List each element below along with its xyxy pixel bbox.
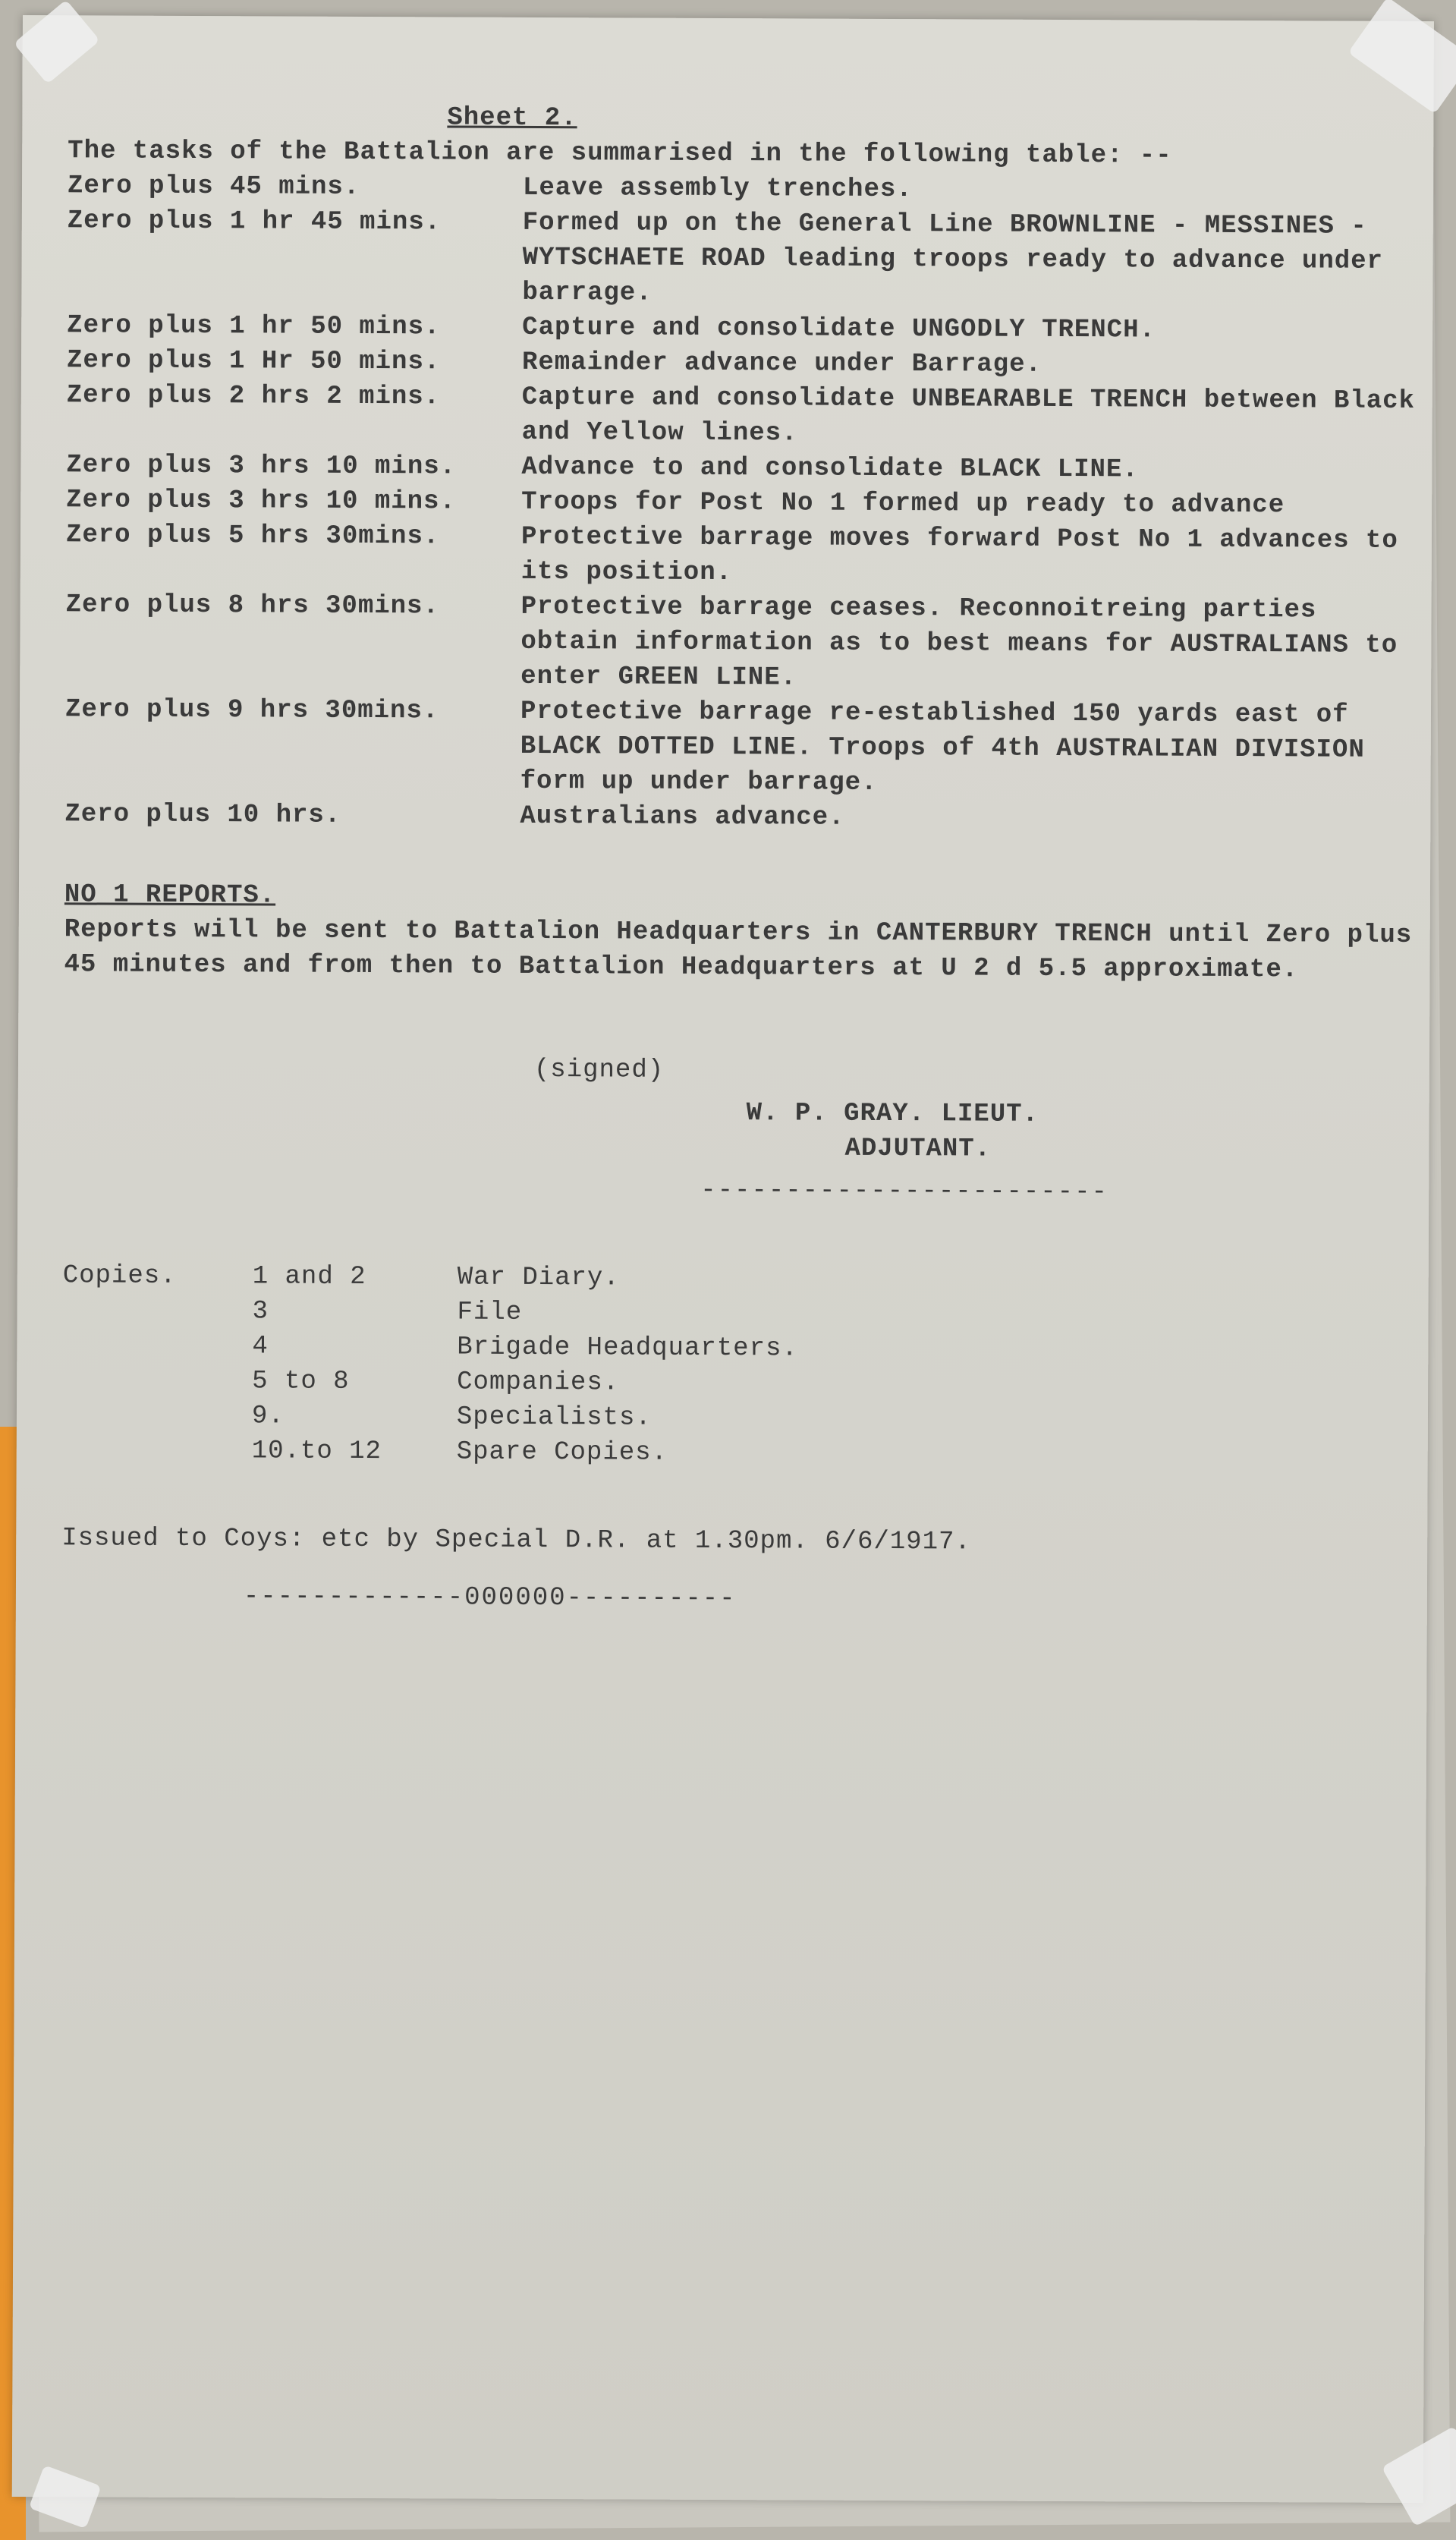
copy-destination: Companies.	[457, 1368, 620, 1398]
signatory-role: ADJUTANT.	[844, 1134, 992, 1164]
copy-destination: Specialists.	[456, 1402, 652, 1433]
task-row	[66, 483, 1417, 524]
task-desc: Remainder advance under Barrage.	[521, 348, 1042, 379]
task-row	[64, 797, 1415, 838]
task-time: Zero plus 3 hrs 10 mins.	[66, 486, 456, 517]
task-table	[64, 168, 1418, 838]
issued-line: Issued to Coys: etc by Special D.R. at 1.30pm. 6/6/1917.	[61, 1524, 971, 1557]
document-page	[12, 15, 1434, 2503]
signatory-name: W. P. GRAY. LIEUT.	[746, 1099, 1039, 1129]
task-desc: Australians advance.	[520, 801, 845, 833]
reports-heading: NO 1 REPORTS.	[64, 880, 276, 911]
copies-label: Copies.	[62, 1261, 177, 1291]
signature-rule: ------------------------	[700, 1176, 1109, 1207]
copy-destination: Brigade Headquarters.	[457, 1333, 798, 1364]
task-row	[67, 203, 1418, 314]
tape-top-right	[1348, 0, 1456, 114]
task-row	[66, 518, 1417, 593]
task-time: Zero plus 1 hr 50 mins.	[67, 311, 441, 342]
task-time: Zero plus 45 mins.	[67, 172, 360, 202]
copies-rows	[252, 1259, 1414, 1474]
task-time: Zero plus 8 hrs 30mins.	[65, 590, 439, 622]
task-desc: Advance to and consolidate BLACK LINE.	[521, 452, 1139, 485]
task-row	[67, 343, 1417, 384]
task-desc: Protective barrage moves forward Post No 1 advances to its position.	[520, 522, 1398, 588]
task-desc: Protective barrage ceases. Reconnoitreing parties obtain information as to best means for AUSTRALIANS to enter GREEN LINE.	[520, 592, 1398, 693]
task-row	[67, 378, 1417, 454]
copy-row	[253, 1259, 1414, 1299]
sheet-title: Sheet 2.	[447, 103, 577, 134]
task-desc: Leave assembly trenches.	[522, 173, 913, 205]
typed-document	[61, 99, 1419, 1619]
copy-row	[252, 1329, 1413, 1369]
task-time: Zero plus 5 hrs 30mins.	[65, 521, 440, 552]
task-desc: Troops for Post No 1 formed up ready to advance	[521, 487, 1285, 521]
copy-destination: War Diary.	[457, 1263, 620, 1293]
copies-list	[62, 1258, 1414, 1474]
copy-row	[252, 1364, 1413, 1404]
copy-number: 1 and 2	[252, 1262, 366, 1292]
task-row	[65, 587, 1417, 698]
task-desc: Capture and consolidate UNBEARABLE TRENCH between Black and Yellow lines.	[521, 382, 1416, 449]
task-time: Zero plus 3 hrs 10 mins.	[66, 451, 457, 482]
copy-row	[252, 1399, 1413, 1439]
task-time: Zero plus 9 hrs 30mins.	[64, 695, 439, 726]
copy-number: 9.	[251, 1402, 285, 1431]
copy-number: 10.to 12	[251, 1437, 382, 1467]
task-desc: Protective barrage re-established 150 yards east of BLACK DOTTED LINE. Troops of 4th AUSTRALIAN DIVISION form up under barrage.	[520, 697, 1365, 798]
copy-row	[252, 1434, 1413, 1474]
task-row	[66, 448, 1417, 489]
task-time: Zero plus 1 hr 45 mins.	[67, 206, 442, 238]
task-desc: Formed up on the General Line BROWNLINE - MESSINES - WYTSCHAETE ROAD leading troops ready to advance under barrage.	[522, 208, 1384, 308]
task-time: Zero plus 10 hrs.	[64, 800, 341, 830]
task-desc: Capture and consolidate UNGODLY TRENCH.	[522, 313, 1156, 345]
copy-number: 5 to 8	[252, 1367, 350, 1396]
task-row	[68, 168, 1418, 209]
copy-destination: File	[457, 1298, 523, 1327]
task-row	[65, 692, 1417, 803]
task-time: Zero plus 1 Hr 50 mins.	[66, 346, 441, 377]
copy-number: 3	[252, 1297, 269, 1327]
intro-line: The tasks of the Battalion are summarised in the following table: --	[68, 137, 1172, 171]
reports-text: Reports will be sent to Battalion Headquarters in CANTERBURY TRENCH until Zero plus 45 minutes and from then to Battalion Headquarters at U 2 d 5.5 approximate.	[64, 915, 1413, 985]
copy-row	[252, 1294, 1413, 1334]
copy-number: 4	[252, 1332, 269, 1361]
copy-destination: Spare Copies.	[456, 1437, 668, 1468]
tape-top-left	[14, 0, 100, 84]
task-row	[67, 308, 1417, 349]
task-time: Zero plus 2 hrs 2 mins.	[66, 381, 441, 412]
end-rule: -------------000000----------	[243, 1582, 737, 1614]
signed-note: (signed)	[533, 1055, 665, 1085]
